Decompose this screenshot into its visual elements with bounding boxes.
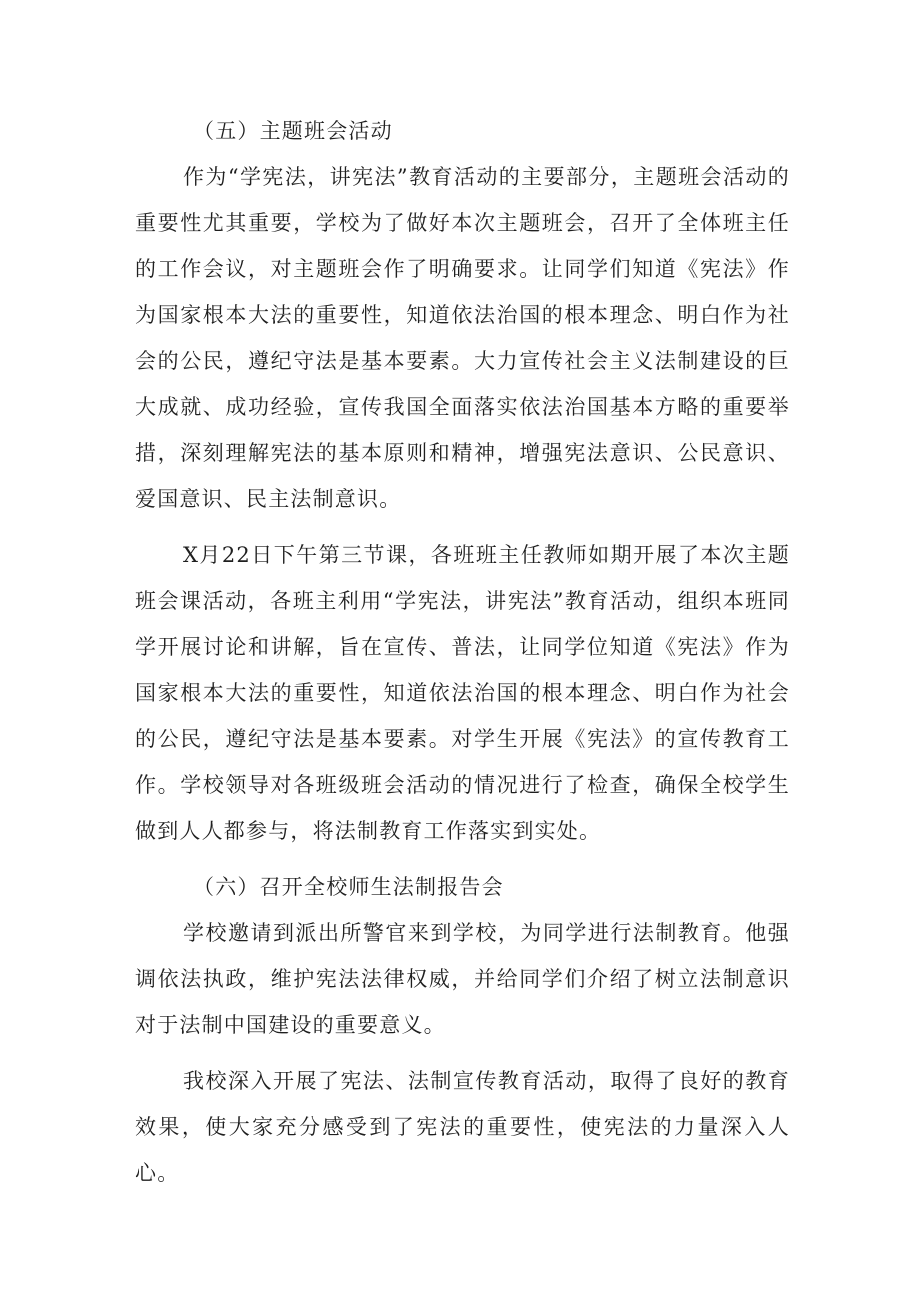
paragraph-law-report: 学校邀请到派出所警官来到学校，为同学进行法制教育。他强调依法执政，维护宪法法律权威，并给同学们介绍了树立法制意识对于法制中国建设的重要意义。 <box>135 921 790 1037</box>
section-heading-6: （六）召开全校师生法制报告会 <box>193 875 504 899</box>
section-heading-5: （五）主题班会活动 <box>193 119 393 143</box>
paragraph-theme-meeting-execution: X月22日下午第三节课，各班班主任教师如期开展了本次主题班会课活动，各班主利用“学宪法，讲宪法”教育活动，组织本班同学开展讨论和讲解，旨在宣传、普法，让同学位知道《宪法》作为国家根本大法的重要性，知道依法治国的根本理念、明白作为社会的公民，遵纪守法是基本要素。对学生开展《宪法》的宣传教育工作。学校领导对各班级班会活动的情况进行了检查，确保全校学生做到人人都参与，将法制教育工作落实到实处。 <box>135 543 790 843</box>
document-body <box>135 108 790 1206</box>
paragraph-closing: 我校深入开展了宪法、法制宣传教育活动，取得了良好的教育效果，使大家充分感受到了宪法的重要性，使宪法的力量深入人心。 <box>135 1069 790 1185</box>
paragraph-theme-meeting-purpose: 作为“学宪法，讲宪法”教育活动的主要部分，主题班会活动的重要性尤其重要，学校为了做好本次主题班会，召开了全体班主任的工作会议，对主题班会作了明确要求。让同学们知道《宪法》作为国家根本大法的重要性，知道依法治国的根本理念、明白作为社会的公民，遵纪守法是基本要素。大力宣传社会主义法制建设的巨大成就、成功经验，宣传我国全面落实依法治国基本方略的重要举措，深刻理解宪法的基本原则和精神，增强宪法意识、公民意识、爱国意识、民主法制意识。 <box>135 165 790 511</box>
